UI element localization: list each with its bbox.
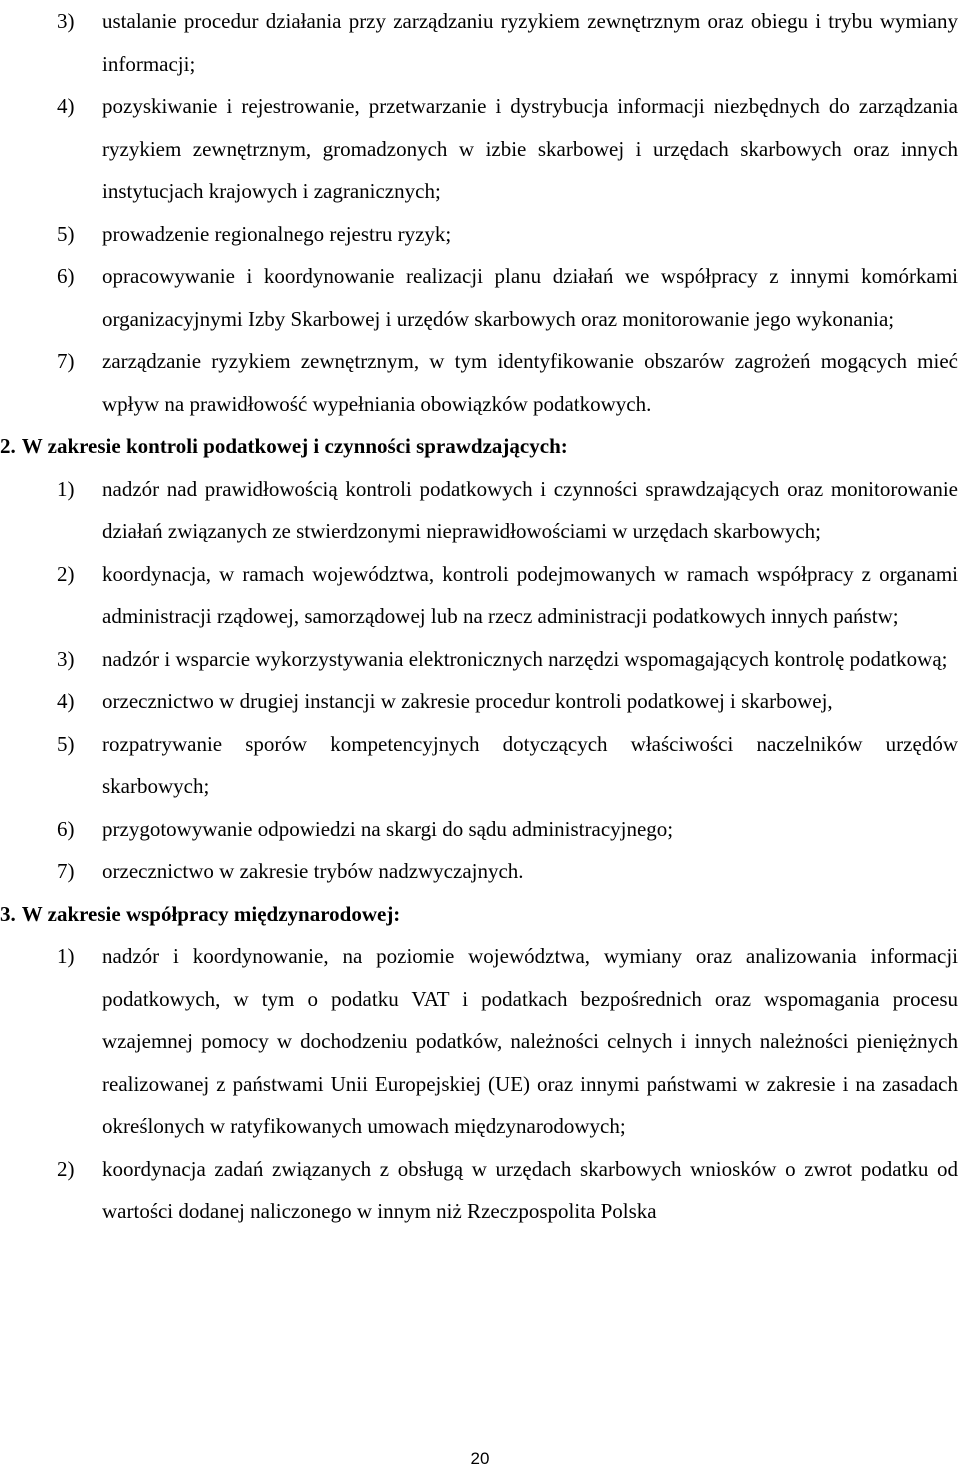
list-item: [0, 255, 960, 340]
list-item: [0, 553, 960, 638]
list-item: [0, 213, 960, 256]
list-item: [0, 1148, 960, 1233]
list-item-number: 3): [57, 646, 75, 671]
list-item-text: opracowywanie i koordynowanie realizacji planu działań we współpracy z innymi komórkami organizacyjnymi Izby Skarbowej i urzędów skarbowych oraz monitorowanie jego wykonania;: [102, 264, 958, 331]
list-item: [0, 723, 960, 808]
list-item-text: koordynacja zadań związanych z obsługą w urzędach skarbowych wniosków o zwrot podatku od wartości dodanej naliczonego w innym niż Rzeczpospolita Polska: [102, 1156, 958, 1223]
list-item: [0, 680, 960, 723]
section-title: W zakresie kontroli podatkowej i czynności sprawdzających:: [21, 434, 568, 458]
list-item: [0, 935, 960, 1148]
list-item-number: 2): [57, 1156, 75, 1181]
list-item-text: rozpatrywanie sporów kompetencyjnych dotyczących właściwości naczelników urzędów skarbowych;: [102, 731, 958, 798]
list-item-number: 6): [57, 264, 75, 288]
list-item: [0, 340, 960, 425]
list-item-text: nadzór nad prawidłowością kontroli podatkowych i czynności sprawdzających oraz monitorowanie działań związanych ze stwierdzonymi nieprawidłowościami w urzędach skarbowych;: [102, 476, 958, 543]
list-item-text: orzecznictwo w drugiej instancji w zakresie procedur kontroli podatkowej i skarbowej,: [102, 689, 833, 713]
list-item-text: orzecznictwo w zakresie trybów nadzwyczajnych.: [102, 859, 524, 883]
list-item: [0, 638, 960, 681]
section-number: 3.: [0, 901, 16, 926]
section-title: W zakresie współpracy międzynarodowej:: [21, 901, 401, 926]
list-item-text: prowadzenie regionalnego rejestru ryzyk;: [102, 221, 452, 246]
list-item: [0, 468, 960, 553]
list-item-number: 7): [57, 859, 75, 883]
list-item-text: zarządzanie ryzykiem zewnętrznym, w tym identyfikowanie obszarów zagrożeń mogących mieć wpływ na prawidłowość wypełniania obowiązków podatkowych.: [102, 349, 958, 416]
list-item-text: przygotowywanie odpowiedzi na skargi do sądu administracyjnego;: [102, 816, 674, 841]
list-item-text: koordynacja, w ramach województwa, kontroli podejmowanych w ramach współpracy z organami administracji rządowej, samorządowej lub na rzecz administracji podatkowych innych państw;: [102, 561, 958, 628]
list-item-text: ustalanie procedur działania przy zarządzaniu ryzykiem zewnętrznym oraz obiegu i trybu wymiany informacji;: [102, 9, 958, 76]
list-item-number: 4): [57, 94, 75, 118]
list-item-number: 6): [57, 816, 75, 841]
list-item-text: nadzór i wsparcie wykorzystywania elektronicznych narzędzi wspomagających kontrolę podatkową;: [102, 646, 948, 671]
list-item: [0, 850, 960, 893]
list-item: [0, 85, 960, 213]
list-item-number: 1): [57, 944, 75, 968]
list-item-text: pozyskiwanie i rejestrowanie, przetwarzanie i dystrybucja informacji niezbędnych do zarządzania ryzykiem zewnętrznym, gromadzonych w izbie skarbowej i urzędach skarbowych oraz innych instytucjach krajowych i zagranicznych;: [102, 94, 958, 203]
section-number: 2.: [0, 434, 16, 458]
section-heading-tax-control: [0, 425, 960, 468]
section-heading-international-cooperation: [0, 893, 960, 936]
list-item: [0, 808, 960, 851]
list-item-number: 1): [57, 476, 75, 501]
list-item: [0, 0, 960, 85]
list-item-number: 7): [57, 349, 75, 373]
list-item-number: 4): [57, 689, 75, 713]
list-item-number: 3): [57, 9, 75, 33]
list-item-number: 2): [57, 561, 75, 586]
list-item-text: nadzór i koordynowanie, na poziomie województwa, wymiany oraz analizowania informacji podatkowych, w tym o podatku VAT i podatkach bezpośrednich oraz wspomagania procesu wzajemnej pomocy w dochodzeniu podatków, należności celnych i innych należności pieniężnych realizowanej z państwami Unii Europejskiej (UE) oraz innymi państwami w zakresie i na zasadach określonych w ratyfikowanych umowach międzynarodowych;: [102, 944, 958, 1138]
list-item-number: 5): [57, 221, 75, 246]
page-number: 20: [470, 1449, 490, 1468]
list-item-number: 5): [57, 731, 75, 756]
